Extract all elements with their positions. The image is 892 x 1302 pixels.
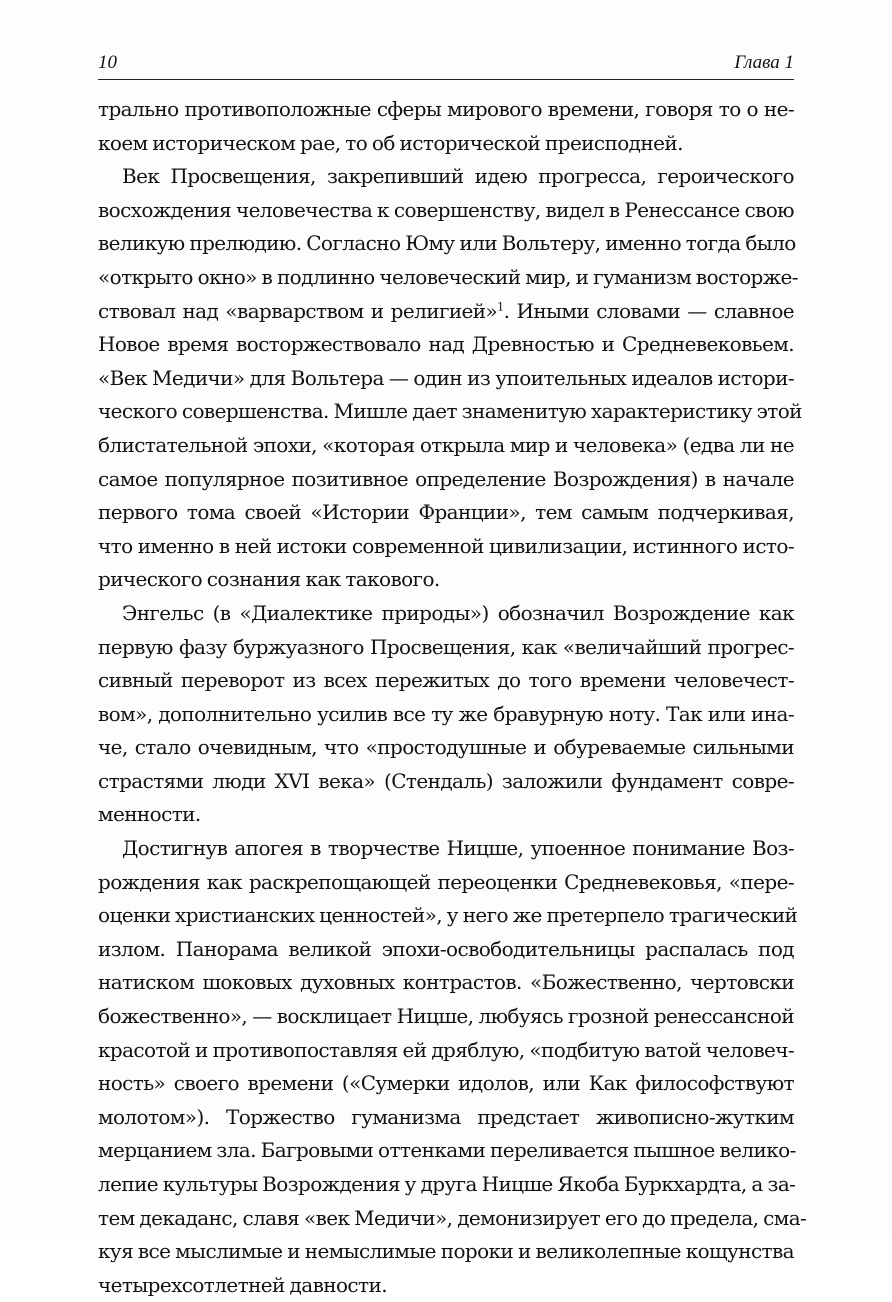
text-line: божественно», — восклицает Ницше, любуясь грозной ренессансной [98, 1004, 794, 1029]
line-tail: . Иными словами — славное [503, 298, 794, 323]
text-line: тем декаданс, славя «век Медичи», демонизирует его до предела, сма- [98, 1205, 807, 1230]
text-line: излом. Панорама великой эпохи-освободительницы распалась под [98, 936, 794, 961]
text-line: страстями люди XVI века» (Стендаль) заложили фундамент совре- [98, 768, 794, 793]
text-line: ность» своего времени («Сумерки идолов, или Как философствуют [98, 1071, 794, 1096]
text-line: Достигнув апогея в творчестве Ницше, упоенное понимание Воз- [122, 836, 794, 861]
text-line: лепие культуры Возрождения у друга Ницше Якоба Буркхардта, а за- [98, 1172, 796, 1196]
line-text: ствовал над «варварством и религией» [98, 298, 498, 323]
text-line: натиском шоковых духовных контрастов. «Божественно, чертовски [98, 970, 794, 995]
text-line: первую фазу буржуазного Просвещения, как «величайший прогрес- [98, 634, 794, 659]
text-line: вом», дополнительно усилив все ту же бравурную ноту. Так или ина- [98, 701, 794, 726]
page-number: 10 [98, 52, 117, 73]
text-line: первого тома своей «Истории Франции», тем самым подчеркивая, [98, 500, 794, 525]
text-line: рического сознания как такового. [98, 567, 440, 592]
text-line: рождения как раскрепощающей переоценки Средневековья, «пере- [98, 869, 794, 894]
text-line: оценки христианских ценностей», у него же претерпело трагический [98, 903, 798, 928]
text-line: коем историческом рае, то об исторической преисподней. [98, 130, 683, 155]
text-line: менности. [98, 802, 201, 827]
text-line: красотой и противопоставляя ей дряблую, «подбитую ватой человеч- [98, 1037, 794, 1062]
paragraph-4 [98, 832, 807, 1302]
text-line: Энгельс (в «Диалектике природы») обозначил Возрождение как [122, 600, 794, 625]
text-line: молотом»). Торжество гуманизма предстает живописно-жутким [98, 1104, 794, 1129]
text-line: блистательной эпохи, «которая открыла мир и человека» (едва ли не [98, 432, 794, 457]
text-line-with-footnote [98, 295, 794, 329]
chapter-running-head: Глава 1 [734, 52, 794, 73]
text-line: ческого совершенства. Мишле дает знаменитую характеристику этой [98, 399, 802, 424]
text-line: великую прелюдию. Согласно Юму или Вольтеру, именно тогда было [98, 231, 796, 256]
text-line: сивный переворот из всех пережитых до того времени человечест- [98, 668, 794, 693]
paragraph-3 [98, 597, 794, 832]
text-line: Век Просвещения, закрепивший идею прогресса, героического [122, 164, 794, 189]
paragraph-1 [98, 93, 794, 160]
text-line: «открыто окно» в подлинно человеческий мир, и гуманизм восторже- [98, 264, 798, 289]
text-line: мерцанием зла. Багровыми оттенками переливается пышное велико- [98, 1138, 796, 1163]
text-line: восхождения человечества к совершенству, видел в Ренессансе свою [98, 197, 794, 222]
page-header [98, 50, 794, 76]
text-line: куя все мыслимые и немыслимые пороки и великолепные кощунства [98, 1239, 794, 1264]
text-line: что именно в ней истоки современной цивилизации, истинного исто- [98, 533, 794, 558]
text-line: Новое время восторжествовало над Древностью и Средневековьем. [98, 332, 794, 357]
text-line: трально противоположные сферы мирового времени, говоря то о не- [98, 97, 794, 121]
body-text [98, 93, 807, 1302]
header-rule [98, 79, 794, 80]
text-line: че, стало очевидным, что «простодушные и обуреваемые сильными [98, 735, 794, 760]
text-line: четырехсотлетней давности. [98, 1272, 387, 1297]
text-line: «Век Медичи» для Вольтера — один из упоительных идеалов истори- [98, 365, 794, 390]
paragraph-2 [98, 160, 802, 597]
footnote-mark: 1 [497, 299, 504, 313]
text-line: самое популярное позитивное определение Возрождения) в начале [98, 466, 794, 491]
